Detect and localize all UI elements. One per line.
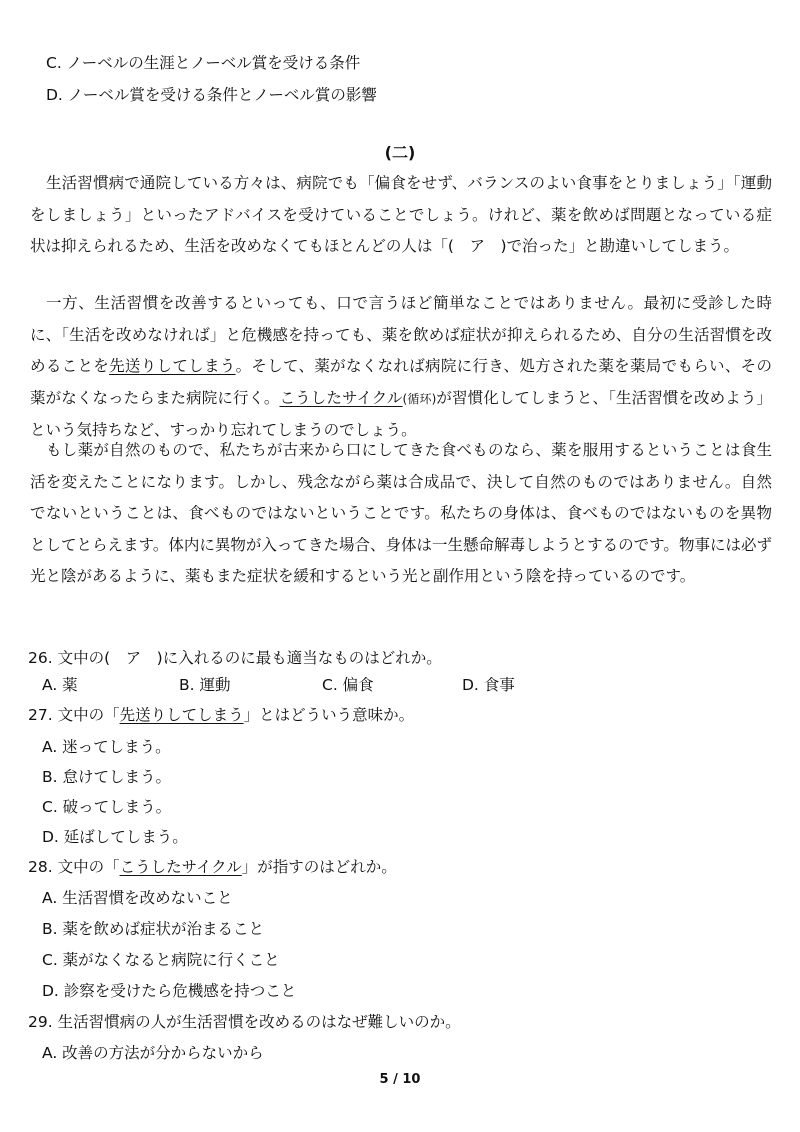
q28-stem-post: 」が指すのはどれか。 xyxy=(241,858,397,876)
q26-option-b[interactable]: B. 運動 xyxy=(179,676,231,694)
passage-paragraph-3: もし薬が自然のもので、私たちが古来から口にしてきた食べものなら、薬を服用するということは食生活を変えたことになります。しかし、残念ながら薬は合成品で、決して自然のものではありません。自然でないということは、食べものではないということです。私たちの身体は、食べものではないものを異物としてとらえます。体内に異物が入ってきた場合、身体は一生懸命解毒しようとするのです。物事には必ず光と陰があるように、薬もまた症状を緩和するという光と副作用という陰を持っているのです。 xyxy=(30,441,772,585)
passage-p1-blank-mark: ア xyxy=(469,237,485,255)
q26-stem-post: )に入れるのに最も適当なものはどれか。 xyxy=(141,649,442,667)
q26-option-c[interactable]: C. 偏食 xyxy=(322,676,374,694)
passage-p1-text-a: 生活習慣病で通院している方々は、病院でも「偏食をせず、バランスのよい食事をとりましょう」「運動をしましょう」といったアドバイスを受けていることでしょう。けれど、薬を飲めば問題となっている症状は抑えられるため、生活を改めなくてもほとんどの人は「( xyxy=(30,174,772,255)
underlined-phrase-sakiokuri: 先送りしてしまう xyxy=(109,357,236,375)
passage-paragraph-1 xyxy=(30,168,772,263)
chinese-gloss: (循环) xyxy=(402,391,437,406)
q27-stem-target: 先送りしてしまう xyxy=(119,706,244,724)
q27-option-d[interactable]: D. 延ばしてしまう。 xyxy=(42,828,188,846)
q27-option-c[interactable]: C. 破ってしまう。 xyxy=(42,798,172,816)
q28-stem-target: こうしたサイクル xyxy=(119,858,242,876)
question-28-stem xyxy=(28,857,397,877)
q28-option-d[interactable]: D. 診察を受けたら危機感を持つこと xyxy=(42,982,297,1000)
q29-option-a[interactable]: A. 改善の方法が分からないから xyxy=(42,1044,264,1062)
q26-option-d[interactable]: D. 食事 xyxy=(462,676,515,694)
q28-stem-pre: 28. 文中の「 xyxy=(28,858,120,876)
q27-option-b[interactable]: B. 怠けてしまう。 xyxy=(42,768,171,786)
passage-p2-text-b: 。そして、薬がなくなれば病院に行き、処方された薬を薬局でもらい、その薬がなくなったらまた病院に行く。 xyxy=(30,357,772,407)
q28-option-a[interactable]: A. 生活習慣を改めないこと xyxy=(42,889,233,907)
q27-stem-post: 」とはどういう意味か。 xyxy=(243,706,415,724)
question-27-stem xyxy=(28,705,414,725)
page-number: 5 / 10 xyxy=(379,1072,421,1087)
question-26-options xyxy=(42,675,582,695)
prev-option-c: C. ノーベルの生涯とノーベル賞を受ける条件 xyxy=(46,54,361,72)
section-title: (二) xyxy=(384,143,416,162)
passage-p1-text-b: )で治った」と勘違いしてしまう。 xyxy=(484,237,740,255)
q26-stem-mark: ア xyxy=(125,649,142,667)
q26-option-a[interactable]: A. 薬 xyxy=(42,676,78,694)
prev-option-d: D. ノーベル賞を受ける条件とノーベル賞の影響 xyxy=(46,86,377,104)
q28-option-b[interactable]: B. 薬を飲めば症状が治まること xyxy=(42,920,264,938)
question-29-stem: 29. 生活習慣病の人が生活習慣を改めるのはなぜ難しいのか。 xyxy=(28,1013,461,1031)
q27-option-a[interactable]: A. 迷ってしまう。 xyxy=(42,738,171,756)
passage-p2-text-c: が習慣化してしまうと、「生活習慣を改めよう」という気持ちなど、すっかり忘れてしまうのでしょう。 xyxy=(30,388,772,439)
q26-stem-pre: 26. 文中の( xyxy=(28,649,126,667)
q28-option-c[interactable]: C. 薬がなくなると病院に行くこと xyxy=(42,951,280,969)
underlined-phrase-cycle: こうしたサイクル xyxy=(279,388,403,407)
passage-paragraph-2 xyxy=(30,288,772,447)
question-26-stem xyxy=(28,648,442,668)
q27-stem-pre: 27. 文中の「 xyxy=(28,706,120,724)
passage-p2-text-a: 一方、生活習慣を改善するといっても、口で言うほど簡単なことではありません。最初に受診した時に、「生活を改めなければ」と危機感を持っても、薬を飲めば症状が抑えられるため、自分の生活習慣を改めることを xyxy=(30,294,772,375)
